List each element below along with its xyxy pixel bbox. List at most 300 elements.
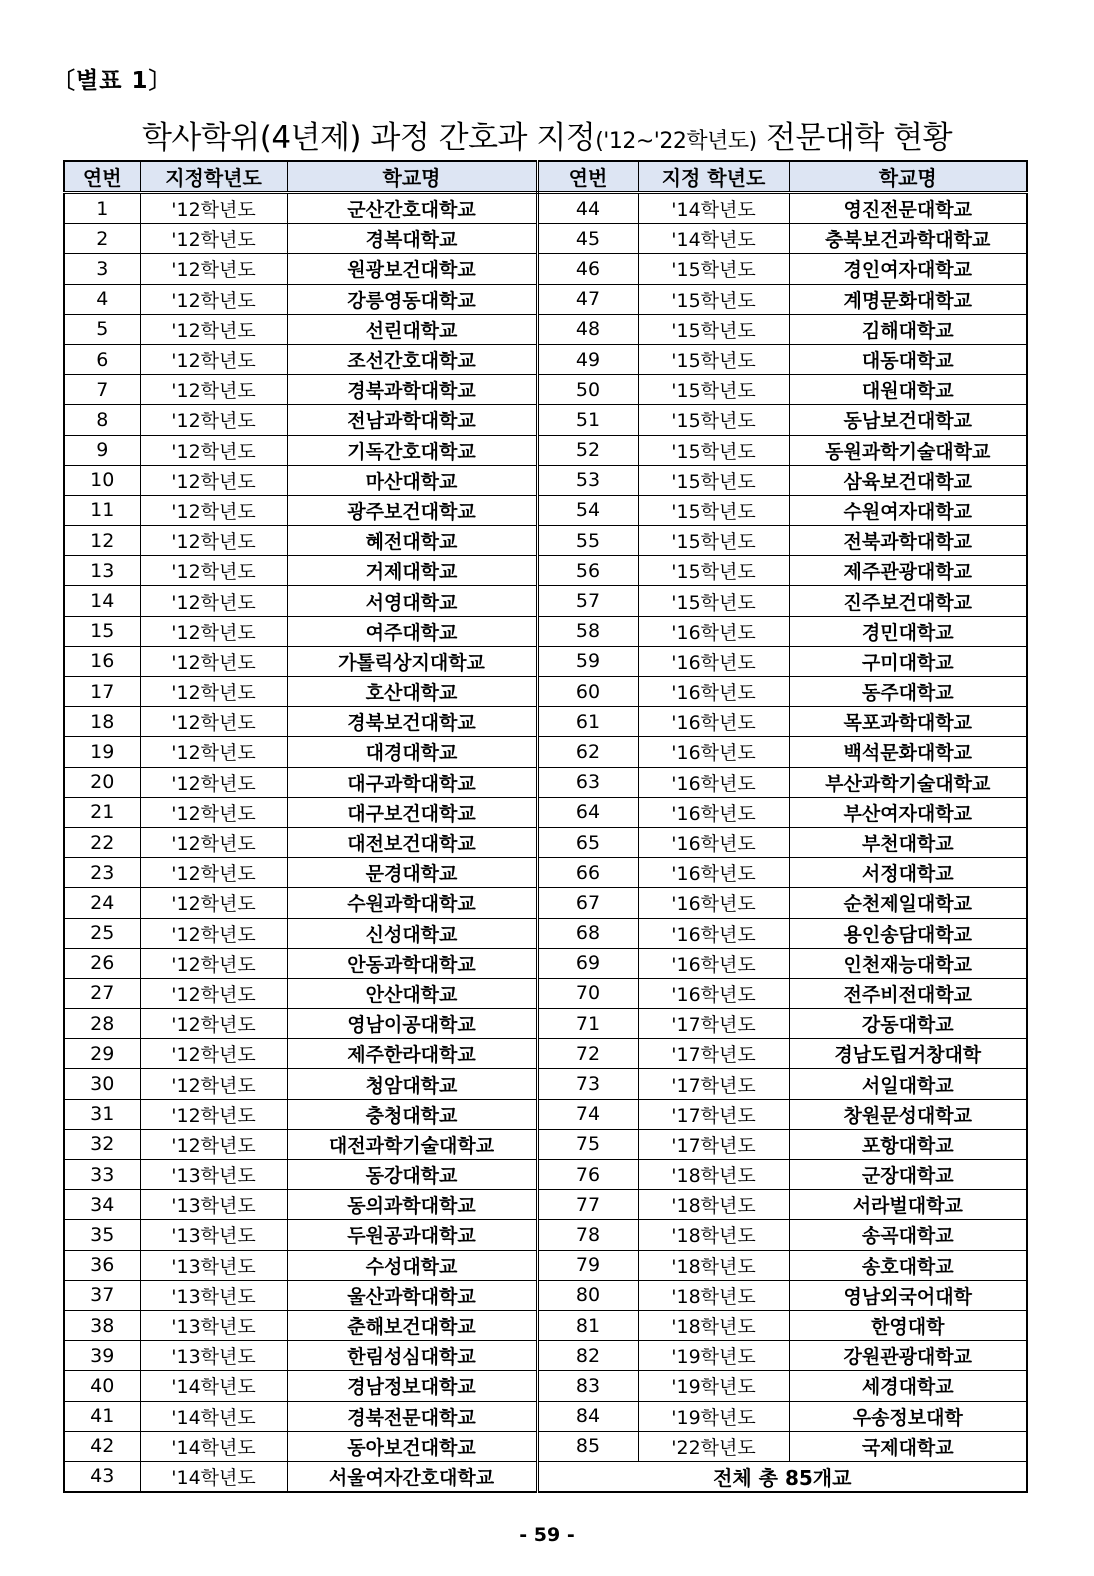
title-main-a: 학사학위(4년제) 과정 간호과 지정 [141,120,596,156]
row-year-right: '15학년도 [638,556,789,586]
row-year-right: '15학년도 [638,526,789,556]
row-year-right: '16학년도 [638,978,789,1008]
row-year-right: '15학년도 [638,314,789,344]
row-school-right: 송호대학교 [789,1250,1027,1280]
row-year: '13학년도 [140,1341,287,1371]
table-row [64,435,1027,465]
row-school: 서울여자간호대학교 [287,1461,537,1492]
row-school: 대구과학대학교 [287,767,537,797]
row-no: 13 [64,556,140,586]
row-school: 전남과학대학교 [287,405,537,435]
row-year: '12학년도 [140,858,287,888]
row-school: 청암대학교 [287,1069,537,1099]
table-row [64,948,1027,978]
row-school-right: 서라벌대학교 [789,1190,1027,1220]
table-row-last [64,1461,1027,1492]
row-school-right: 경민대학교 [789,616,1027,646]
row-no-right: 49 [537,344,638,374]
row-no-right: 50 [537,375,638,405]
row-school-right: 영진전문대학교 [789,193,1027,224]
row-year-right: '18학년도 [638,1250,789,1280]
row-no-right: 60 [537,677,638,707]
row-school: 한림성심대학교 [287,1341,537,1371]
row-year-right: '16학년도 [638,707,789,737]
row-school: 대전과학기술대학교 [287,1129,537,1159]
row-no-right: 82 [537,1341,638,1371]
table-row [64,1190,1027,1220]
row-school-right: 영남외국어대학 [789,1280,1027,1310]
row-no: 32 [64,1129,140,1159]
row-no-right: 80 [537,1280,638,1310]
row-no-right: 48 [537,314,638,344]
table-row [64,254,1027,284]
row-year-right: '19학년도 [638,1401,789,1431]
row-no-right: 57 [537,586,638,616]
row-year-right: '18학년도 [638,1220,789,1250]
header-row [64,161,1027,193]
table-row [64,646,1027,676]
row-no-right: 47 [537,284,638,314]
row-no-right: 44 [537,193,638,224]
table-row [64,465,1027,495]
header-no-right: 연번 [537,161,638,193]
row-school: 춘해보건대학교 [287,1310,537,1340]
row-year-right: '15학년도 [638,284,789,314]
row-school: 마산대학교 [287,465,537,495]
row-year: '12학년도 [140,1099,287,1129]
table-row [64,1431,1027,1461]
row-year: '12학년도 [140,616,287,646]
row-year-right: '15학년도 [638,405,789,435]
table-row [64,797,1027,827]
row-year-right: '15학년도 [638,375,789,405]
row-no: 21 [64,797,140,827]
row-no: 29 [64,1039,140,1069]
row-year-right: '15학년도 [638,254,789,284]
table-row [64,1129,1027,1159]
row-no: 15 [64,616,140,646]
row-school-right: 동주대학교 [789,677,1027,707]
row-no: 41 [64,1401,140,1431]
row-no-right: 56 [537,556,638,586]
table-row [64,405,1027,435]
row-no-right: 46 [537,254,638,284]
row-year: '12학년도 [140,1039,287,1069]
row-school: 수원과학대학교 [287,888,537,918]
row-year-right: '19학년도 [638,1341,789,1371]
row-school: 원광보건대학교 [287,254,537,284]
row-year: '12학년도 [140,465,287,495]
row-year: '12학년도 [140,193,287,224]
row-year: '13학년도 [140,1280,287,1310]
row-school: 가톨릭상지대학교 [287,646,537,676]
row-year: '12학년도 [140,677,287,707]
row-year-right: '15학년도 [638,344,789,374]
table-row [64,1160,1027,1190]
row-year-right: '15학년도 [638,586,789,616]
row-school: 충청대학교 [287,1099,537,1129]
row-school: 문경대학교 [287,858,537,888]
row-year-right: '18학년도 [638,1190,789,1220]
total-count: 전체 총 85개교 [537,1461,1027,1492]
row-year: '12학년도 [140,1009,287,1039]
table-row [64,737,1027,767]
table-row [64,1250,1027,1280]
row-school-right: 세경대학교 [789,1371,1027,1401]
row-school-right: 군장대학교 [789,1160,1027,1190]
table-row [64,978,1027,1008]
row-school-right: 전주비전대학교 [789,978,1027,1008]
title-year-range: ('12~'22학년도) [595,129,757,154]
row-school: 동아보건대학교 [287,1431,537,1461]
row-no-right: 71 [537,1009,638,1039]
row-year: '12학년도 [140,224,287,254]
row-no: 38 [64,1310,140,1340]
row-no: 43 [64,1461,140,1492]
row-year: '12학년도 [140,586,287,616]
table-row [64,1009,1027,1039]
row-year-right: '15학년도 [638,465,789,495]
header-school-right: 학교명 [789,161,1027,193]
row-school: 광주보건대학교 [287,495,537,525]
row-year: '12학년도 [140,918,287,948]
table-row [64,1039,1027,1069]
row-school-right: 부산과학기술대학교 [789,767,1027,797]
row-school: 제주한라대학교 [287,1039,537,1069]
row-no: 19 [64,737,140,767]
row-school: 안산대학교 [287,978,537,1008]
row-year: '14학년도 [140,1431,287,1461]
row-year-right: '17학년도 [638,1099,789,1129]
table-row [64,344,1027,374]
row-no-right: 72 [537,1039,638,1069]
row-no-right: 83 [537,1371,638,1401]
row-school: 혜전대학교 [287,526,537,556]
row-no: 3 [64,254,140,284]
row-no: 18 [64,707,140,737]
row-school-right: 충북보건과학대학교 [789,224,1027,254]
annex-label: 〔별표 1〕 [52,68,173,94]
row-school-right: 김해대학교 [789,314,1027,344]
row-school: 대구보건대학교 [287,797,537,827]
row-school-right: 송곡대학교 [789,1220,1027,1250]
row-no: 27 [64,978,140,1008]
row-school: 경남정보대학교 [287,1371,537,1401]
row-year-right: '22학년도 [638,1431,789,1461]
row-school: 호산대학교 [287,677,537,707]
row-year: '12학년도 [140,375,287,405]
table-row [64,918,1027,948]
row-no-right: 69 [537,948,638,978]
row-year: '14학년도 [140,1401,287,1431]
row-no: 17 [64,677,140,707]
college-table [63,160,1028,1493]
row-year-right: '16학년도 [638,677,789,707]
row-school: 대전보건대학교 [287,827,537,857]
row-no: 9 [64,435,140,465]
row-school-right: 제주관광대학교 [789,556,1027,586]
row-school: 동의과학대학교 [287,1190,537,1220]
table-row [64,556,1027,586]
row-school-right: 부산여자대학교 [789,797,1027,827]
table-body [64,193,1027,1493]
row-year-right: '18학년도 [638,1160,789,1190]
row-year: '13학년도 [140,1160,287,1190]
row-year: '12학년도 [140,707,287,737]
row-no-right: 73 [537,1069,638,1099]
row-school-right: 강원관광대학교 [789,1341,1027,1371]
row-no-right: 61 [537,707,638,737]
row-no-right: 45 [537,224,638,254]
row-year: '12학년도 [140,314,287,344]
row-no: 4 [64,284,140,314]
row-no: 36 [64,1250,140,1280]
row-school-right: 경남도립거창대학 [789,1039,1027,1069]
row-school-right: 동남보건대학교 [789,405,1027,435]
row-year-right: '16학년도 [638,948,789,978]
table-row [64,1099,1027,1129]
title-main-b: 전문대학 현황 [756,120,953,156]
row-no: 40 [64,1371,140,1401]
row-no-right: 66 [537,858,638,888]
table-row [64,1401,1027,1431]
row-school-right: 경인여자대학교 [789,254,1027,284]
row-year: '12학년도 [140,495,287,525]
table-row [64,284,1027,314]
row-no: 7 [64,375,140,405]
row-school: 수성대학교 [287,1250,537,1280]
row-no: 34 [64,1190,140,1220]
row-school-right: 용인송담대학교 [789,918,1027,948]
row-year: '12학년도 [140,284,287,314]
row-school: 안동과학대학교 [287,948,537,978]
row-no: 30 [64,1069,140,1099]
row-year: '12학년도 [140,344,287,374]
row-school-right: 포항대학교 [789,1129,1027,1159]
row-year: '12학년도 [140,978,287,1008]
row-no-right: 70 [537,978,638,1008]
row-no: 42 [64,1431,140,1461]
row-no: 26 [64,948,140,978]
row-school: 경북과학대학교 [287,375,537,405]
row-year-right: '16학년도 [638,767,789,797]
row-year: '12학년도 [140,797,287,827]
row-no-right: 68 [537,918,638,948]
row-school-right: 백석문화대학교 [789,737,1027,767]
row-year: '14학년도 [140,1371,287,1401]
row-no-right: 74 [537,1099,638,1129]
table-row [64,616,1027,646]
row-school-right: 서정대학교 [789,858,1027,888]
row-no: 37 [64,1280,140,1310]
row-no-right: 58 [537,616,638,646]
row-no-right: 79 [537,1250,638,1280]
table-row [64,858,1027,888]
row-school-right: 대원대학교 [789,375,1027,405]
table-row [64,375,1027,405]
row-no: 25 [64,918,140,948]
row-no-right: 85 [537,1431,638,1461]
row-no-right: 75 [537,1129,638,1159]
table-row [64,1069,1027,1099]
row-year: '13학년도 [140,1220,287,1250]
row-no-right: 59 [537,646,638,676]
table-row [64,888,1027,918]
row-year-right: '18학년도 [638,1310,789,1340]
row-no: 10 [64,465,140,495]
table-row [64,827,1027,857]
row-no-right: 78 [537,1220,638,1250]
row-no-right: 76 [537,1160,638,1190]
row-year-right: '14학년도 [638,193,789,224]
row-year-right: '16학년도 [638,616,789,646]
header-no: 연번 [64,161,140,193]
row-school-right: 목포과학대학교 [789,707,1027,737]
row-year-right: '15학년도 [638,435,789,465]
row-year: '12학년도 [140,948,287,978]
row-no-right: 65 [537,827,638,857]
row-year-right: '16학년도 [638,918,789,948]
row-school: 거제대학교 [287,556,537,586]
row-year: '13학년도 [140,1250,287,1280]
row-no-right: 52 [537,435,638,465]
header-school: 학교명 [287,161,537,193]
row-school-right: 인천재능대학교 [789,948,1027,978]
row-no: 24 [64,888,140,918]
table-row [64,1280,1027,1310]
row-no-right: 54 [537,495,638,525]
row-year-right: '17학년도 [638,1009,789,1039]
table-row [64,1220,1027,1250]
row-school-right: 창원문성대학교 [789,1099,1027,1129]
table-row [64,586,1027,616]
row-year: '13학년도 [140,1190,287,1220]
row-no: 35 [64,1220,140,1250]
row-year-right: '16학년도 [638,888,789,918]
row-school-right: 강동대학교 [789,1009,1027,1039]
row-year-right: '18학년도 [638,1280,789,1310]
page-number: - 59 - [519,1524,575,1546]
row-school-right: 삼육보건대학교 [789,465,1027,495]
row-year-right: '16학년도 [638,646,789,676]
row-year-right: '16학년도 [638,858,789,888]
header-year-right: 지정 학년도 [638,161,789,193]
row-school: 여주대학교 [287,616,537,646]
row-no: 16 [64,646,140,676]
row-no-right: 67 [537,888,638,918]
row-year-right: '19학년도 [638,1371,789,1401]
row-school: 조선간호대학교 [287,344,537,374]
row-school-right: 한영대학 [789,1310,1027,1340]
row-school: 기독간호대학교 [287,435,537,465]
row-school: 경북보건대학교 [287,707,537,737]
row-school-right: 구미대학교 [789,646,1027,676]
row-year: '13학년도 [140,1310,287,1340]
row-no: 14 [64,586,140,616]
table-row [64,495,1027,525]
row-no: 39 [64,1341,140,1371]
row-year: '12학년도 [140,737,287,767]
row-school-right: 진주보건대학교 [789,586,1027,616]
table-row [64,707,1027,737]
row-year: '12학년도 [140,435,287,465]
table-row [64,526,1027,556]
row-no: 28 [64,1009,140,1039]
row-school-right: 부천대학교 [789,827,1027,857]
row-no-right: 63 [537,767,638,797]
row-no-right: 51 [537,405,638,435]
row-year-right: '16학년도 [638,797,789,827]
row-school-right: 동원과학기술대학교 [789,435,1027,465]
row-year-right: '17학년도 [638,1069,789,1099]
row-no-right: 81 [537,1310,638,1340]
row-school: 강릉영동대학교 [287,284,537,314]
row-school: 두원공과대학교 [287,1220,537,1250]
row-school-right: 계명문화대학교 [789,284,1027,314]
row-no: 1 [64,193,140,224]
row-school: 울산과학대학교 [287,1280,537,1310]
row-school: 군산간호대학교 [287,193,537,224]
row-school: 선린대학교 [287,314,537,344]
row-school: 신성대학교 [287,918,537,948]
header-year: 지정학년도 [140,161,287,193]
row-year: '12학년도 [140,405,287,435]
row-no-right: 84 [537,1401,638,1431]
row-school-right: 우송정보대학 [789,1401,1027,1431]
row-no-right: 77 [537,1190,638,1220]
row-year: '12학년도 [140,888,287,918]
row-year: '12학년도 [140,767,287,797]
row-no: 8 [64,405,140,435]
row-school-right: 대동대학교 [789,344,1027,374]
row-no: 22 [64,827,140,857]
row-no: 6 [64,344,140,374]
row-year: '12학년도 [140,1129,287,1159]
row-school-right: 순천제일대학교 [789,888,1027,918]
table-row [64,224,1027,254]
row-no-right: 53 [537,465,638,495]
row-year: '12학년도 [140,254,287,284]
row-year: '12학년도 [140,646,287,676]
row-no: 23 [64,858,140,888]
row-no: 31 [64,1099,140,1129]
row-year-right: '14학년도 [638,224,789,254]
page-title [0,112,1094,157]
row-no: 5 [64,314,140,344]
row-school-right: 국제대학교 [789,1431,1027,1461]
table-row [64,1310,1027,1340]
row-school: 경복대학교 [287,224,537,254]
row-no-right: 64 [537,797,638,827]
row-year-right: '15학년도 [638,495,789,525]
table-row [64,193,1027,224]
row-no: 33 [64,1160,140,1190]
row-no: 11 [64,495,140,525]
row-no-right: 55 [537,526,638,556]
table-row [64,1341,1027,1371]
row-school: 대경대학교 [287,737,537,767]
row-year-right: '17학년도 [638,1129,789,1159]
table-row [64,314,1027,344]
table-row [64,677,1027,707]
row-school-right: 수원여자대학교 [789,495,1027,525]
row-no-right: 62 [537,737,638,767]
table-row [64,767,1027,797]
table-row [64,1371,1027,1401]
row-school: 동강대학교 [287,1160,537,1190]
row-no: 2 [64,224,140,254]
row-year: '12학년도 [140,526,287,556]
